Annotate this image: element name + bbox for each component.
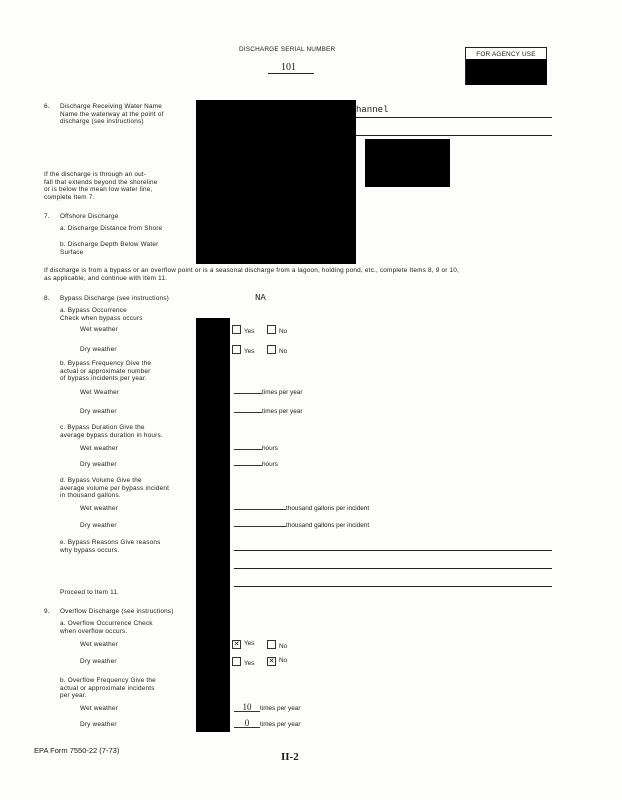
item-8-value: NA [255, 293, 266, 303]
bypass-reasons-line-2[interactable] [234, 568, 552, 569]
bypass-dry-yes[interactable]: Yes [232, 345, 254, 355]
bypass-duration-dry[interactable]: hours [234, 461, 278, 468]
item-7-number: 7. [44, 213, 50, 220]
overflow-dry-yes[interactable]: Yes [232, 657, 254, 667]
overflow-dry-yes-checkbox[interactable] [232, 657, 241, 666]
overflow-occurrence-label: a. Overflow Occurrence Check when overflow occurs. [60, 620, 153, 635]
overflow-wet-no-checkbox[interactable] [267, 640, 276, 649]
overflow-occurrence-dry-label: Dry weather [80, 658, 117, 665]
bypass-wet-no[interactable]: No [267, 325, 287, 335]
bypass-occurrence-label: a. Bypass Occurrence Check when bypass occurs [60, 307, 143, 322]
bypass-wet-yes-checkbox[interactable] [232, 325, 241, 334]
item-6-label: Discharge Receiving Water Name Name the waterway at the point of discharge (see instructions) [60, 103, 164, 126]
form-identifier: EPA Form 7550-22 (7-73) [34, 746, 120, 755]
agency-use-redaction [466, 59, 547, 85]
bypass-volume-dry-label: Dry weather [80, 522, 117, 529]
bypass-frequency-dry-label: Dry weather [80, 408, 117, 415]
bypass-duration-dry-field[interactable] [234, 465, 262, 466]
bypass-frequency-dry[interactable]: times per year [234, 408, 303, 415]
bypass-frequency-wet-field[interactable] [234, 393, 262, 394]
overflow-frequency-dry-value[interactable]: 0 [234, 719, 260, 728]
bypass-duration-wet-field[interactable] [234, 449, 262, 450]
bypass-reasons-line-3[interactable] [234, 586, 552, 587]
item-7b-label: b. Discharge Depth Below Water Surface [60, 241, 159, 256]
item-6-number: 6. [44, 103, 50, 110]
outfall-note: If the discharge is through an out- fall that extends beyond the shoreline or is below the mean low water line, complete Item 7. [44, 171, 158, 201]
bypass-wet-yes[interactable]: Yes [232, 325, 254, 335]
redaction-block-right [365, 139, 450, 187]
agency-use-label: FOR AGENCY USE [476, 51, 536, 58]
overflow-frequency-dry-label: Dry weather [80, 721, 117, 728]
bypass-dry-no-checkbox[interactable] [267, 345, 276, 354]
overflow-wet-yes-checkbox[interactable]: ✕ [233, 640, 240, 648]
receiving-water-line-1 [356, 117, 552, 118]
item-8-label: Bypass Discharge (see instructions) [60, 295, 169, 302]
bypass-dry-yes-checkbox[interactable] [232, 345, 241, 354]
bypass-reasons-line-1[interactable] [234, 550, 552, 551]
serial-number-label: DISCHARGE SERIAL NUMBER [239, 46, 336, 53]
overflow-frequency-wet-label: Wet weather [80, 705, 118, 712]
overflow-wet-yes[interactable]: ✕ Yes [233, 640, 255, 648]
bypass-volume-wet[interactable]: thousand gallons per incident [234, 505, 369, 512]
bypass-reasons-label: e. Bypass Reasons Give reasons why bypass occurs. [60, 539, 161, 554]
bypass-frequency-dry-field[interactable] [234, 412, 262, 413]
bypass-wet-no-checkbox[interactable] [267, 325, 276, 334]
bypass-duration-wet-label: Wet weather [80, 445, 118, 452]
bypass-duration-label: c. Bypass Duration Give the average bypass duration in hours. [60, 424, 163, 439]
bypass-instruction-note: If discharge is from a bypass or an overflow point or is a seasonal discharge from a lagoon, holding pond, etc., complete Items 8, 9 or 10, as applicable, and continue with Item 11. [44, 267, 459, 282]
item-7-label: Offshore Discharge [60, 213, 119, 220]
overflow-frequency-dry[interactable]: 0 times per year [234, 719, 301, 728]
receiving-water-name-value: hannel [356, 105, 389, 115]
overflow-dry-no[interactable]: ✕ No [268, 657, 288, 665]
overflow-occurrence-wet-label: Wet weather [80, 641, 118, 648]
bypass-frequency-wet-label: Wet Weather [80, 389, 120, 396]
overflow-wet-no[interactable]: No [267, 640, 287, 650]
overflow-frequency-wet-value[interactable]: 10 [234, 703, 260, 712]
bypass-occurrence-dry-label: Dry weather [80, 346, 117, 353]
bypass-volume-dry-field[interactable] [234, 526, 286, 527]
redaction-block-top [196, 100, 356, 264]
item-9-label: Overflow Discharge (see instructions) [60, 608, 174, 615]
item-8-number: 8. [44, 295, 50, 302]
item-9-number: 9. [44, 608, 50, 615]
page-number: II-2 [281, 751, 299, 763]
agency-use-box [465, 47, 547, 85]
bypass-volume-wet-field[interactable] [234, 509, 286, 510]
serial-number-value: 101 [281, 62, 296, 73]
bypass-occurrence-wet-label: Wet weather [80, 326, 118, 333]
bypass-volume-wet-label: Wet weather [80, 505, 118, 512]
bypass-volume-dry[interactable]: thousand gallons per incident [234, 522, 369, 529]
overflow-frequency-label: b. Overflow Frequency Give the actual or approximate incidents per year. [60, 677, 156, 700]
bypass-volume-label: d. Bypass Volume Give the average volume per bypass incident in thousand gallons. [60, 477, 170, 500]
item-7a-label: a. Discharge Distance from Shore [60, 225, 163, 232]
proceed-note: Proceed to Item 11. [60, 589, 120, 596]
serial-number-underline [268, 73, 314, 74]
bypass-frequency-label: b. Bypass Frequency Give the actual or approximate number of bypass incidents per year. [60, 360, 152, 383]
bypass-dry-no[interactable]: No [267, 345, 287, 355]
bypass-duration-wet[interactable]: hours [234, 445, 278, 452]
bypass-frequency-wet[interactable]: times per year [234, 389, 303, 396]
receiving-water-line-2 [356, 135, 552, 136]
overflow-frequency-wet[interactable]: 10 times per year [234, 703, 301, 712]
redaction-column [196, 318, 230, 732]
overflow-dry-no-checkbox[interactable]: ✕ [268, 657, 275, 665]
bypass-duration-dry-label: Dry weather [80, 461, 117, 468]
